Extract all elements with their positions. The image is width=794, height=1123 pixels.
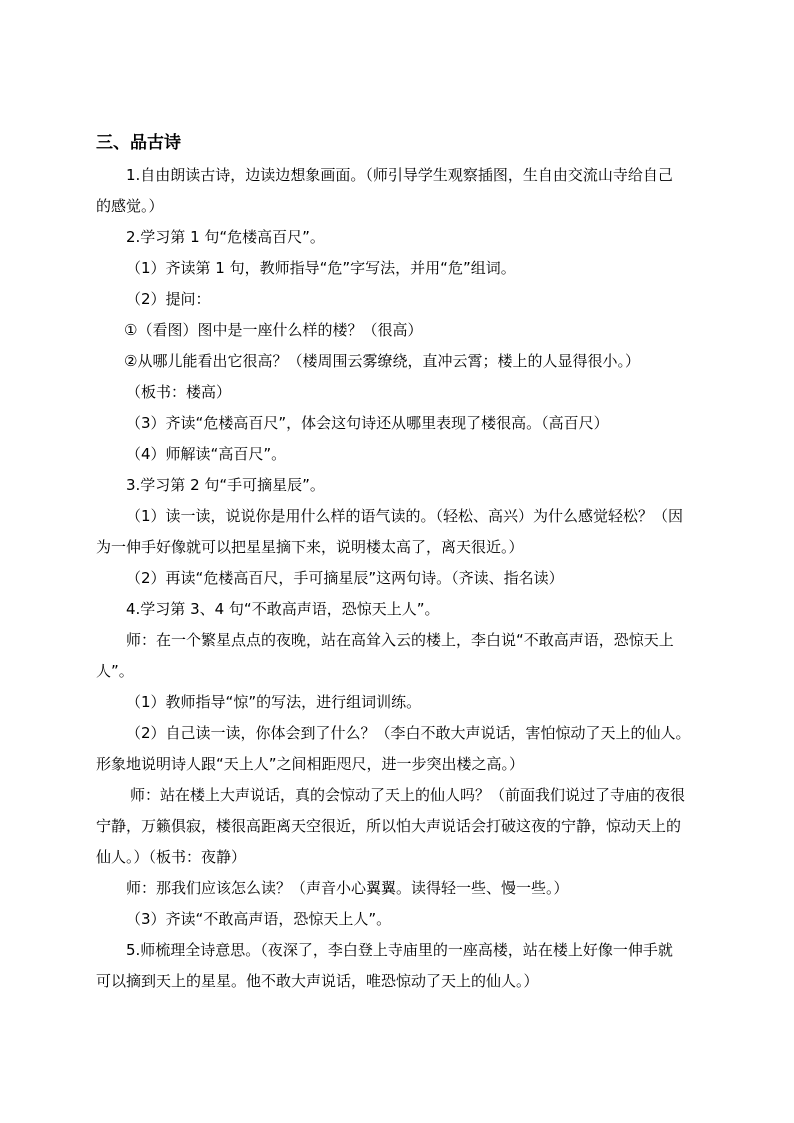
paragraph-7: （板书：楼高） — [126, 383, 232, 401]
paragraph-17-line-3: 仙人。）（板书：夜静） — [96, 848, 247, 866]
paragraph-8: （3）齐读“危楼高百尺”，体会这句诗还从哪里表现了楼很高。（高百尺） — [126, 414, 609, 432]
paragraph-11-line-1: （1）读一读，说说你是用什么样的语气读的。（轻松、高兴）为什么感觉轻松？（因 — [126, 507, 684, 525]
paragraph-13: 4.学习第 3、4 句“不敢高声语，恐惊天上人”。 — [126, 600, 440, 618]
section-heading: 三、品古诗 — [96, 133, 181, 153]
paragraph-19: （3）齐读“不敢高声语，恐惊天上人”。 — [126, 910, 392, 928]
paragraph-10: 3.学习第 2 句“手可摘星辰”。 — [126, 476, 325, 494]
paragraph-12: （2）再读“危楼高百尺，手可摘星辰”这两句诗。（齐读、指名读） — [126, 569, 564, 587]
paragraph-20-line-2: 可以摘到天上的星星。他不敢大声说话，唯恐惊动了天上的仙人。） — [96, 972, 539, 990]
paragraph-6: ②从哪儿能看出它很高？（楼周围云雾缭绕，直冲云霄；楼上的人显得很小。） — [124, 352, 640, 370]
paragraph-9: （4）师解读“高百尺”。 — [126, 445, 287, 463]
paragraph-18: 师：那我们应该怎么读？（声音小心翼翼。读得轻一些、慢一些。） — [126, 879, 569, 897]
paragraph-2: 2.学习第 1 句“危楼高百尺”。 — [126, 228, 325, 246]
paragraph-20-line-1: 5.师梳理全诗意思。（夜深了，李白登上寺庙里的一座高楼，站在楼上好像一伸手就 — [126, 941, 673, 959]
document-page — [96, 127, 722, 997]
paragraph-14-line-2: 人”。 — [96, 662, 134, 680]
paragraph-1-line-2: 的感觉。） — [96, 197, 164, 215]
paragraph-16-line-2: 形象地说明诗人跟“天上人”之间相距咫尺，进一步突出楼之高。） — [96, 755, 525, 773]
paragraph-4: （2）提问： — [126, 290, 211, 308]
paragraph-5: ①（看图）图中是一座什么样的楼？（很高） — [124, 321, 423, 339]
paragraph-3: （1）齐读第 1 句，教师指导“危”字写法，并用“危”组词。 — [126, 259, 516, 277]
paragraph-15: （1）教师指导“惊”的写法，进行组词训练。 — [126, 693, 422, 711]
paragraph-17-line-2: 宁静，万籁俱寂，楼很高距离天空很近，所以怕大声说话会打破这夜的宁静，惊动天上的 — [96, 817, 682, 835]
paragraph-16-line-1: （2）自己读一读，你体会到了什么？（李白不敢大声说话，害怕惊动了天上的仙人。 — [126, 724, 691, 742]
paragraph-17-line-1: 师：站在楼上大声说话，真的会惊动了天上的仙人吗？（前面我们说过了寺庙的夜很 — [130, 786, 686, 804]
paragraph-1-line-1: 1.自由朗读古诗，边读边想象画面。（师引导学生观察插图，生自由交流山寺给自己 — [126, 166, 673, 184]
paragraph-14-line-1: 师：在一个繁星点点的夜晚，站在高耸入云的楼上，李白说“不敢高声语，恐惊天上 — [126, 631, 674, 649]
paragraph-11-line-2: 为一伸手好像就可以把星星摘下来，说明楼太高了，离天很近。） — [96, 538, 524, 556]
